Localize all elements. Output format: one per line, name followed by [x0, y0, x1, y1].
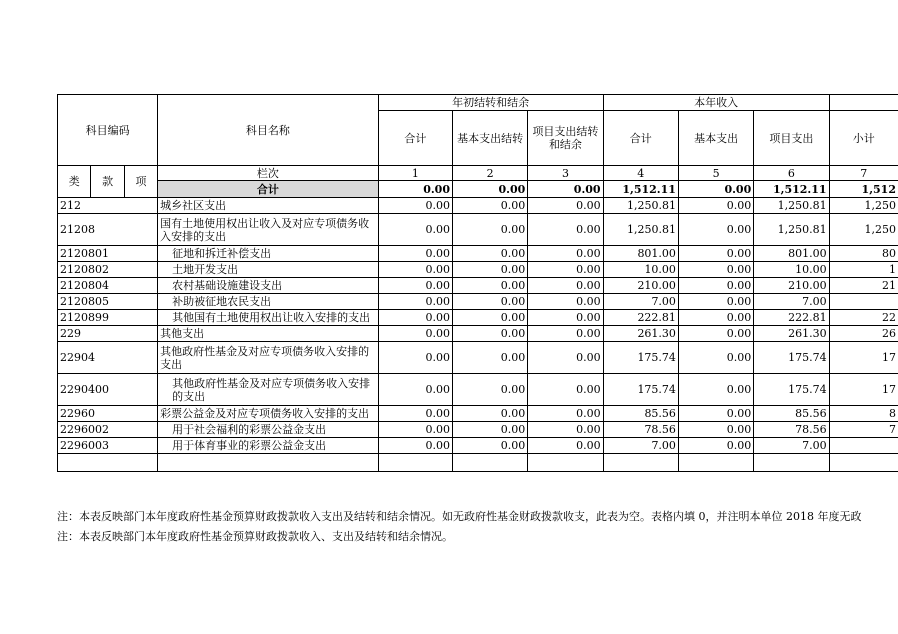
row-value-c3: 0.00: [528, 262, 603, 278]
row-name: 彩票公益金及对应专项债务收入安排的支出: [158, 406, 379, 422]
row-value-c6: 7.00: [754, 438, 829, 454]
row-value-c4: 10.00: [603, 262, 678, 278]
row-code: 2120804: [58, 278, 158, 294]
row-value-c4: 261.30: [603, 326, 678, 342]
col-lanci: 栏次: [158, 166, 379, 181]
row-value-c7: 22: [829, 310, 898, 326]
col-total2: 合计: [603, 111, 678, 166]
row-value-c1: 0.00: [378, 342, 452, 374]
row-value-c2: 0.00: [453, 262, 528, 278]
row-value-c7: 8: [829, 406, 898, 422]
col-xiang: 项: [124, 166, 157, 198]
row-value-c5: 0.00: [678, 246, 753, 262]
empty-row: [58, 454, 898, 472]
row-name: 征地和拆迁补偿支出: [158, 246, 379, 262]
row-code: 2120805: [58, 294, 158, 310]
row-value-c1: 0.00: [378, 262, 452, 278]
row-value-c1: 0.00: [378, 406, 452, 422]
total-c1: 0.00: [378, 181, 452, 198]
col-num-2: 2: [453, 166, 528, 181]
row-value-c3: 0.00: [528, 214, 603, 246]
row-value-c3: 0.00: [528, 310, 603, 326]
row-value-c4: 175.74: [603, 374, 678, 406]
row-value-c3: 0.00: [528, 278, 603, 294]
row-value-c4: 1,250.81: [603, 198, 678, 214]
col-kuan: 款: [91, 166, 124, 198]
row-code: 2120899: [58, 310, 158, 326]
col-total: 合计: [378, 111, 452, 166]
row-name: 其他支出: [158, 326, 379, 342]
row-value-c1: 0.00: [378, 294, 452, 310]
total-c4: 1,512.11: [603, 181, 678, 198]
fund-table: [57, 94, 898, 472]
row-code: 2120802: [58, 262, 158, 278]
row-name: 用于体育事业的彩票公益金支出: [158, 438, 379, 454]
total-c7: 1,512: [829, 181, 898, 198]
header-annual-income: 本年收入: [603, 95, 829, 111]
row-value-c1: 0.00: [378, 214, 452, 246]
row-value-c3: 0.00: [528, 406, 603, 422]
row-value-c1: 0.00: [378, 198, 452, 214]
row-value-c4: 1,250.81: [603, 214, 678, 246]
row-value-c2: 0.00: [453, 406, 528, 422]
row-value-c6: 1,250.81: [754, 214, 829, 246]
row-value-c5: 0.00: [678, 262, 753, 278]
row-value-c3: 0.00: [528, 422, 603, 438]
row-value-c6: 175.74: [754, 342, 829, 374]
row-code: 22960: [58, 406, 158, 422]
row-value-c2: 0.00: [453, 246, 528, 262]
table-row: [58, 262, 898, 278]
row-value-c1: 0.00: [378, 310, 452, 326]
row-name: 补助被征地农民支出: [158, 294, 379, 310]
row-value-c7: 1: [829, 262, 898, 278]
row-value-c6: 10.00: [754, 262, 829, 278]
row-code: 21208: [58, 214, 158, 246]
row-value-c2: 0.00: [453, 310, 528, 326]
row-value-c6: 210.00: [754, 278, 829, 294]
row-value-c2: 0.00: [453, 278, 528, 294]
col-num-4: 4: [603, 166, 678, 181]
row-value-c6: 7.00: [754, 294, 829, 310]
col-num-3: 3: [528, 166, 603, 181]
row-value-c1: 0.00: [378, 278, 452, 294]
col-num-1: 1: [378, 166, 452, 181]
row-value-c5: 0.00: [678, 214, 753, 246]
header-start-balance: 年初结转和结余: [378, 95, 603, 111]
row-value-c7: [829, 294, 898, 310]
row-value-c5: 0.00: [678, 342, 753, 374]
col-num-6: 6: [754, 166, 829, 181]
row-code: 2296003: [58, 438, 158, 454]
row-value-c1: 0.00: [378, 374, 452, 406]
row-value-c7: 1,250: [829, 198, 898, 214]
row-value-c5: 0.00: [678, 198, 753, 214]
row-value-c3: 0.00: [528, 342, 603, 374]
row-name: 国有土地使用权出让收入及对应专项债务收入安排的支出: [158, 214, 379, 246]
row-name: 其他政府性基金及对应专项债务收入安排的支出: [158, 374, 379, 406]
row-value-c5: 0.00: [678, 406, 753, 422]
row-value-c3: 0.00: [528, 374, 603, 406]
row-code: 2290400: [58, 374, 158, 406]
row-value-c1: 0.00: [378, 246, 452, 262]
row-value-c2: 0.00: [453, 214, 528, 246]
row-value-c2: 0.00: [453, 438, 528, 454]
row-value-c3: 0.00: [528, 438, 603, 454]
row-value-c4: 175.74: [603, 342, 678, 374]
table-row: [58, 342, 898, 374]
total-c6: 1,512.11: [754, 181, 829, 198]
col-basic-carry: 基本支出结转: [453, 111, 528, 166]
row-name: 土地开发支出: [158, 262, 379, 278]
total-c2: 0.00: [453, 181, 528, 198]
row-value-c2: 0.00: [453, 422, 528, 438]
row-value-c4: 7.00: [603, 294, 678, 310]
table-row: [58, 310, 898, 326]
col-lei: 类: [58, 166, 91, 198]
row-code: 22904: [58, 342, 158, 374]
header-code: 科目编码: [58, 95, 158, 166]
row-value-c5: 0.00: [678, 326, 753, 342]
header-extra: [829, 95, 898, 111]
row-value-c2: 0.00: [453, 294, 528, 310]
row-value-c5: 0.00: [678, 294, 753, 310]
row-value-c6: 222.81: [754, 310, 829, 326]
row-value-c4: 78.56: [603, 422, 678, 438]
row-value-c3: 0.00: [528, 326, 603, 342]
row-value-c7: 1,250: [829, 214, 898, 246]
col-basic: 基本支出: [678, 111, 753, 166]
table-row: [58, 406, 898, 422]
col-num-7: 7: [829, 166, 898, 181]
row-value-c4: 85.56: [603, 406, 678, 422]
row-value-c6: 801.00: [754, 246, 829, 262]
row-name: 城乡社区支出: [158, 198, 379, 214]
total-c5: 0.00: [678, 181, 753, 198]
row-value-c7: 21: [829, 278, 898, 294]
col-project: 项目支出: [754, 111, 829, 166]
row-value-c1: 0.00: [378, 422, 452, 438]
row-name: 用于社会福利的彩票公益金支出: [158, 422, 379, 438]
note-1: 注：本表反映部门本年度政府性基金预算财政拨款收入支出及结转和结余情况。如无政府性基金财政拨款收支，此表为空。表格内填 0，并注明本单位 2018 年度无政: [57, 510, 862, 523]
row-name: 其他国有土地使用权出让收入安排的支出: [158, 310, 379, 326]
note-2: 注：本表反映部门本年度政府性基金预算财政拨款收入、支出及结转和结余情况。: [57, 530, 453, 543]
row-name: 农村基础设施建设支出: [158, 278, 379, 294]
table-row: [58, 438, 898, 454]
col-num-5: 5: [678, 166, 753, 181]
row-value-c4: 210.00: [603, 278, 678, 294]
row-value-c2: 0.00: [453, 342, 528, 374]
row-value-c5: 0.00: [678, 374, 753, 406]
row-value-c7: 80: [829, 246, 898, 262]
header-name: 科目名称: [158, 95, 379, 166]
table-row: [58, 198, 898, 214]
row-value-c7: 17: [829, 374, 898, 406]
col-project-carry: 项目支出结转和结余: [528, 111, 603, 166]
table-row: [58, 294, 898, 310]
row-value-c1: 0.00: [378, 326, 452, 342]
total-c3: 0.00: [528, 181, 603, 198]
row-value-c7: [829, 438, 898, 454]
row-value-c5: 0.00: [678, 422, 753, 438]
row-code: 2296002: [58, 422, 158, 438]
row-value-c7: 17: [829, 342, 898, 374]
row-value-c2: 0.00: [453, 198, 528, 214]
row-value-c7: 26: [829, 326, 898, 342]
table-row: [58, 374, 898, 406]
table-row: [58, 422, 898, 438]
row-value-c5: 0.00: [678, 438, 753, 454]
row-value-c3: 0.00: [528, 246, 603, 262]
row-value-c4: 222.81: [603, 310, 678, 326]
row-value-c2: 0.00: [453, 374, 528, 406]
row-value-c2: 0.00: [453, 326, 528, 342]
table-row: [58, 246, 898, 262]
row-value-c5: 0.00: [678, 278, 753, 294]
row-value-c7: 7: [829, 422, 898, 438]
table-row: [58, 278, 898, 294]
row-code: 2120801: [58, 246, 158, 262]
total-label: 合计: [158, 181, 379, 198]
row-value-c5: 0.00: [678, 310, 753, 326]
row-value-c4: 7.00: [603, 438, 678, 454]
row-value-c6: 175.74: [754, 374, 829, 406]
row-value-c6: 78.56: [754, 422, 829, 438]
row-code: 212: [58, 198, 158, 214]
row-value-c6: 85.56: [754, 406, 829, 422]
col-subtotal: 小计: [829, 111, 898, 166]
row-value-c1: 0.00: [378, 438, 452, 454]
row-value-c3: 0.00: [528, 294, 603, 310]
row-code: 229: [58, 326, 158, 342]
table-row: [58, 326, 898, 342]
row-value-c6: 1,250.81: [754, 198, 829, 214]
row-value-c3: 0.00: [528, 198, 603, 214]
row-name: 其他政府性基金及对应专项债务收入安排的支出: [158, 342, 379, 374]
row-value-c4: 801.00: [603, 246, 678, 262]
row-value-c6: 261.30: [754, 326, 829, 342]
table-row: [58, 214, 898, 246]
